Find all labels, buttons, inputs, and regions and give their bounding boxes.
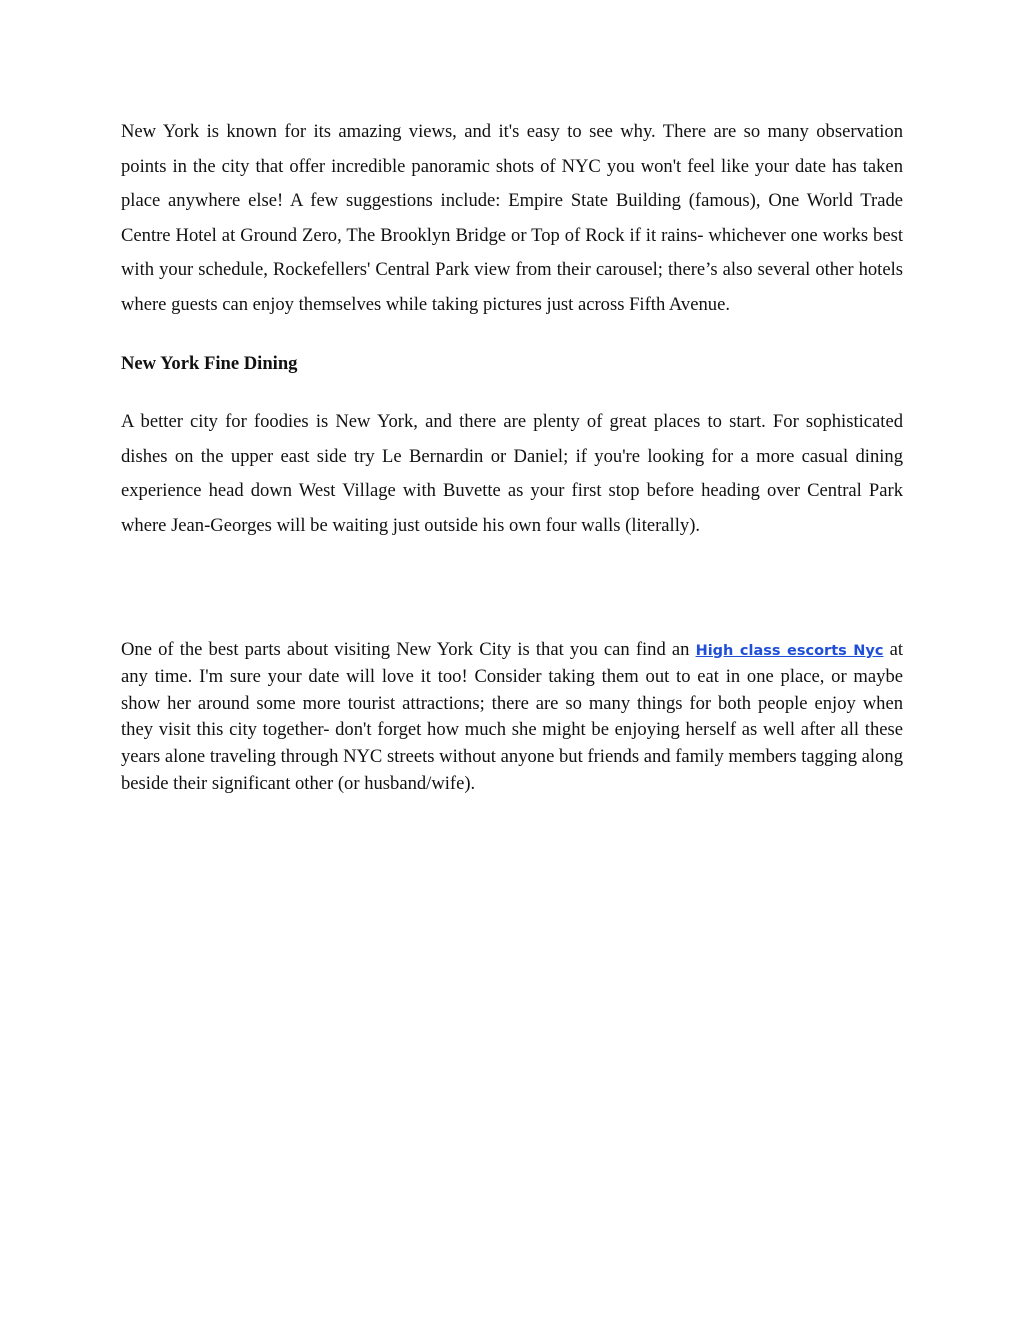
paragraph-views: New York is known for its amazing views, and it's easy to see why. There are so many observation points in the city that offer incredible panoramic shots of NYC you won't feel like your date has taken place anywhere else! A few suggestions include: Empire State Building (famous), One World Trade Centre Hotel at Ground Zero, The Brooklyn Bridge or Top of Rock if it rains- whichever one works best with your schedule, Rockefellers' Central Park view from their carousel; there’s also several other hotels where guests can enjoy themselves while taking pictures just across Fifth Avenue.	[121, 121, 903, 315]
paragraph-fine-dining: A better city for foodies is New York, and there are plenty of great places to start. For sophisticated dishes on the upper east side try Le Bernardin or Daniel; if you're looking for a more casual dining experience head down West Village with Buvette as your first stop before heading over Central Park where Jean-Georges will be waiting just outside his own four walls (literally).	[121, 411, 903, 536]
escorts-link[interactable]: High class escorts Nyc	[695, 642, 884, 659]
document-page	[121, 115, 903, 797]
paragraph-escorts	[121, 637, 903, 798]
paragraph-escorts-text-before: One of the best parts about visiting New York City is that you can find an	[121, 638, 696, 660]
heading-fine-dining: New York Fine Dining	[121, 352, 298, 374]
paragraph-escorts-text-after: at any time. I'm sure your date will love it too! Consider taking them out to eat in one place, or maybe show her around some more tourist attractions; there are so many things for both people enjoy when they visit this city together- don't forget how much she might be enjoying herself as well after all these years alone traveling through NYC streets without anyone but friends and family members tagging along beside their significant other (or husband/wife).	[121, 638, 904, 794]
